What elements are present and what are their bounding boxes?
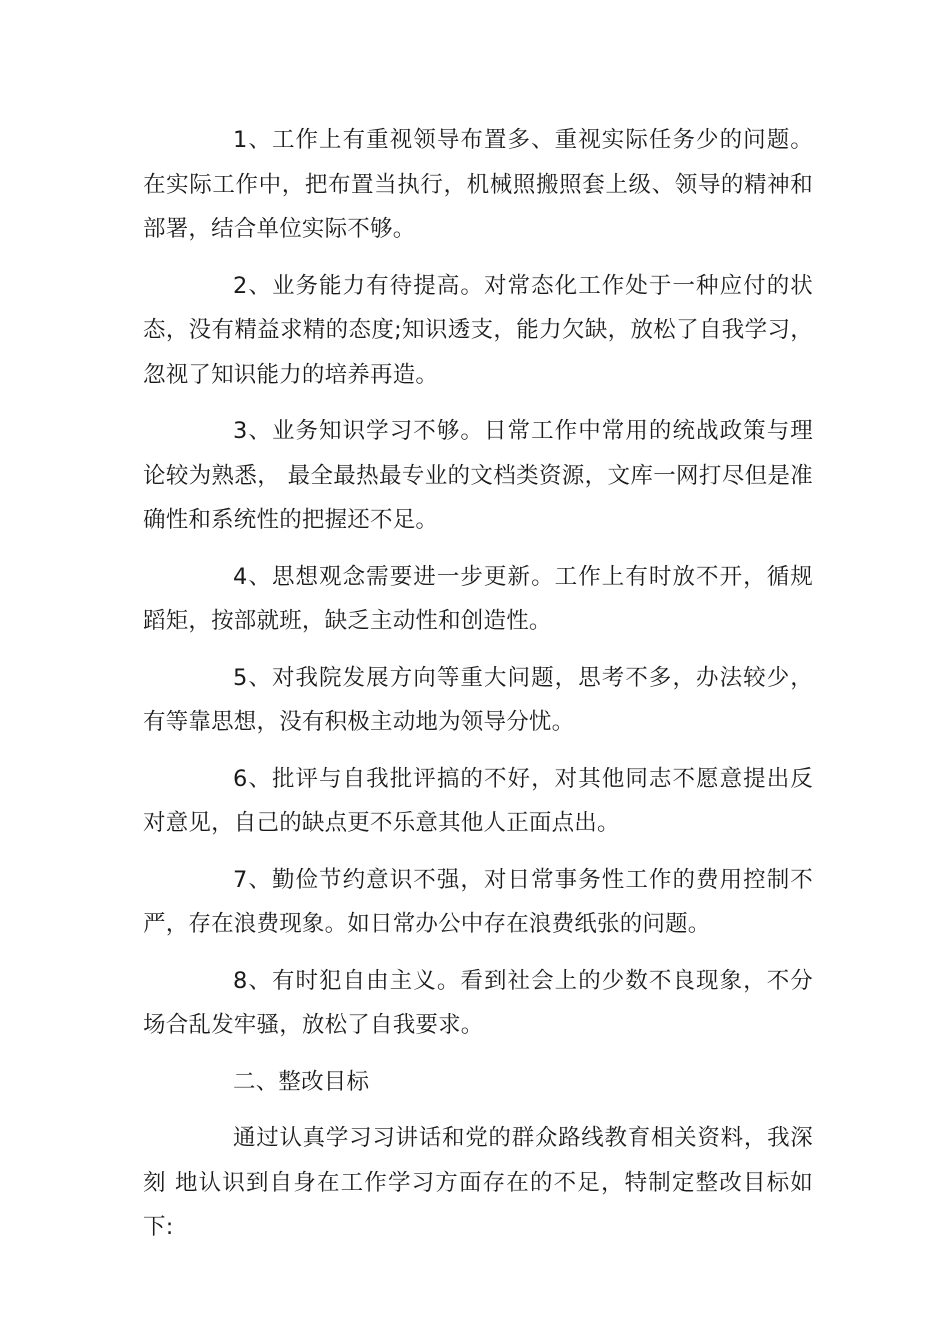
paragraph-item-1: 1、工作上有重视领导布置多、重视实际任务少的问题。在实际工作中，把布置当执行，机械照搬照套上级、领导的精神和部署，结合单位实际不够。 bbox=[143, 127, 813, 242]
paragraph-item-3: 3、业务知识学习不够。日常工作中常用的统战政策与理论较为熟悉， 最全最热最专业的文档类资源，文库一网打尽但是准确性和系统性的把握还不足。 bbox=[143, 418, 813, 533]
paragraph-item-5: 5、对我院发展方向等重大问题，思考不多，办法较少，有等靠思想，没有积极主动地为领导分忧。 bbox=[143, 664, 813, 735]
paragraph-item-2: 2、业务能力有待提高。对常态化工作处于一种应付的状态，没有精益求精的态度;知识透支，能力欠缺，放松了自我学习，忽视了知识能力的培养再造。 bbox=[143, 272, 813, 388]
intro-paragraph: 通过认真学习习讲话和党的群众路线教育相关资料，我深刻 地认识到自身在工作学习方面存在的不足，特制定整改目标如下: bbox=[143, 1125, 813, 1240]
paragraph-item-8: 8、有时犯自由主义。看到社会上的少数不良现象，不分场合乱发牢骚，放松了自我要求。 bbox=[143, 967, 813, 1038]
section-heading: 二、整改目标 bbox=[233, 1068, 370, 1095]
paragraph-item-4: 4、思想观念需要进一步更新。工作上有时放不开，循规蹈矩，按部就班，缺乏主动性和创造性。 bbox=[143, 563, 813, 634]
paragraph-item-6: 6、批评与自我批评搞的不好，对其他同志不愿意提出反对意见，自己的缺点更不乐意其他人正面点出。 bbox=[143, 765, 813, 836]
document-body bbox=[143, 118, 813, 1262]
paragraph-item-7: 7、勤俭节约意识不强，对日常事务性工作的费用控制不严，存在浪费现象。如日常办公中存在浪费纸张的问题。 bbox=[143, 866, 813, 937]
